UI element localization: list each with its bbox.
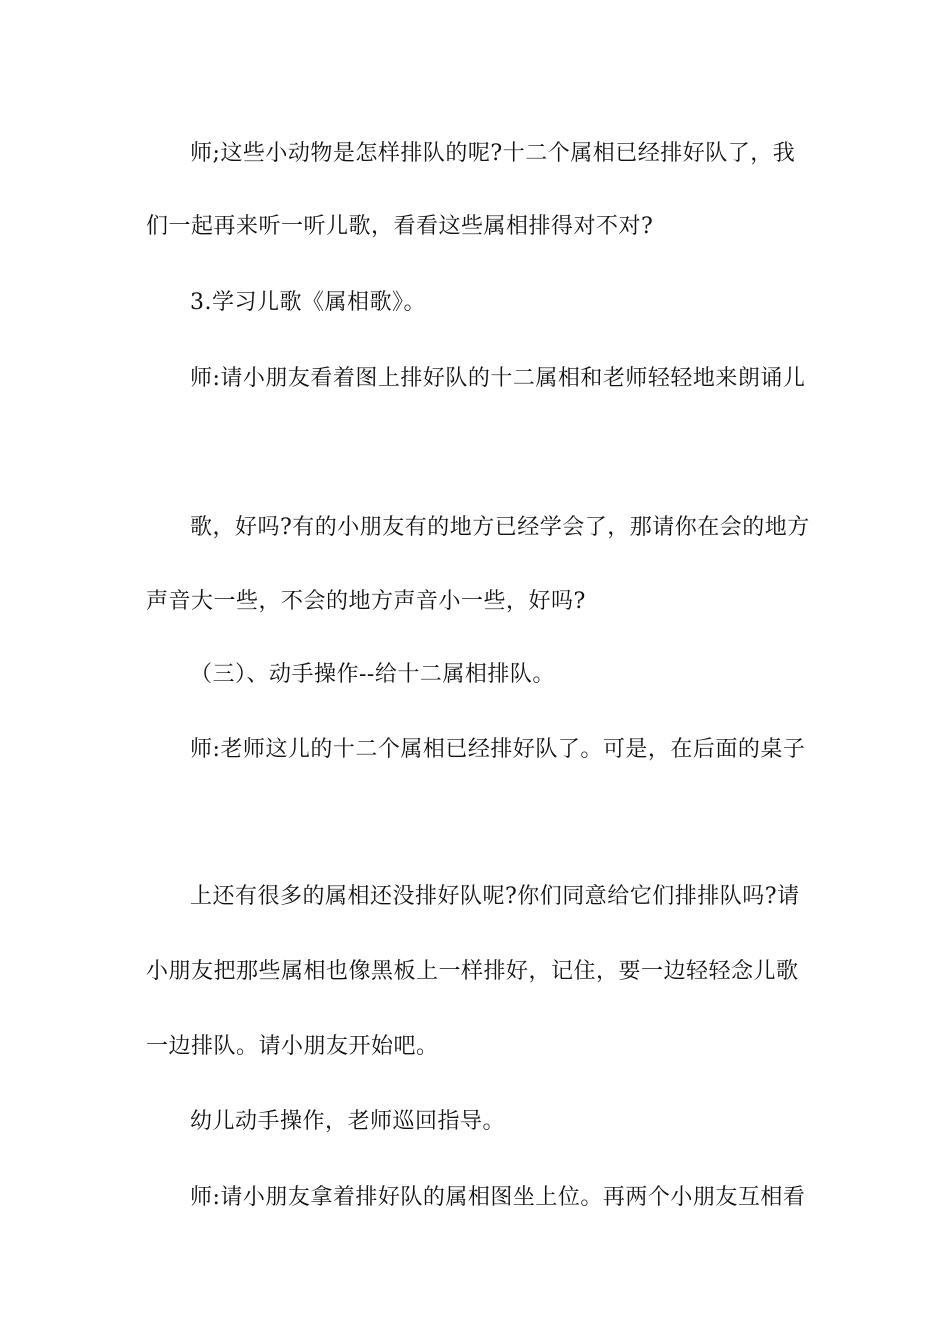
section-heading: 3.学习儿歌《属相歌》。	[190, 290, 426, 315]
paragraph-line: 们一起再来听一听儿歌，看看这些属相排得对不对?	[146, 214, 654, 239]
paragraph-line: 声音大一些，不会的地方声音小一些，好吗?	[146, 589, 586, 614]
paragraph-line: 师:请小朋友看着图上排好队的十二属相和老师轻轻地来朗诵儿	[190, 366, 806, 391]
paragraph-line: 上还有很多的属相还没排好队呢?你们同意给它们排排队吗?请	[190, 884, 800, 909]
paragraph-line: 师;这些小动物是怎样排队的呢?十二个属相已经排好队了，我	[190, 141, 796, 166]
paragraph-line: 小朋友把那些属相也像黑板上一样排好，记住，要一边轻轻念儿歌	[146, 959, 799, 984]
paragraph-line: 一边排队。请小朋友开始吧。	[146, 1034, 439, 1059]
paragraph-line: 幼儿动手操作，老师巡回指导。	[190, 1109, 506, 1134]
paragraph-line: 师:老师这儿的十二个属相已经排好队了。可是，在后面的桌子	[190, 737, 806, 762]
section-heading: （三）、动手操作--给十二属相排队。	[190, 662, 555, 687]
paragraph-line: 歌，好吗?有的小朋友有的地方已经学会了，那请你在会的地方	[190, 515, 810, 540]
paragraph-line: 师:请小朋友拿着排好队的属相图坐上位。再两个小朋友互相看	[190, 1185, 806, 1210]
